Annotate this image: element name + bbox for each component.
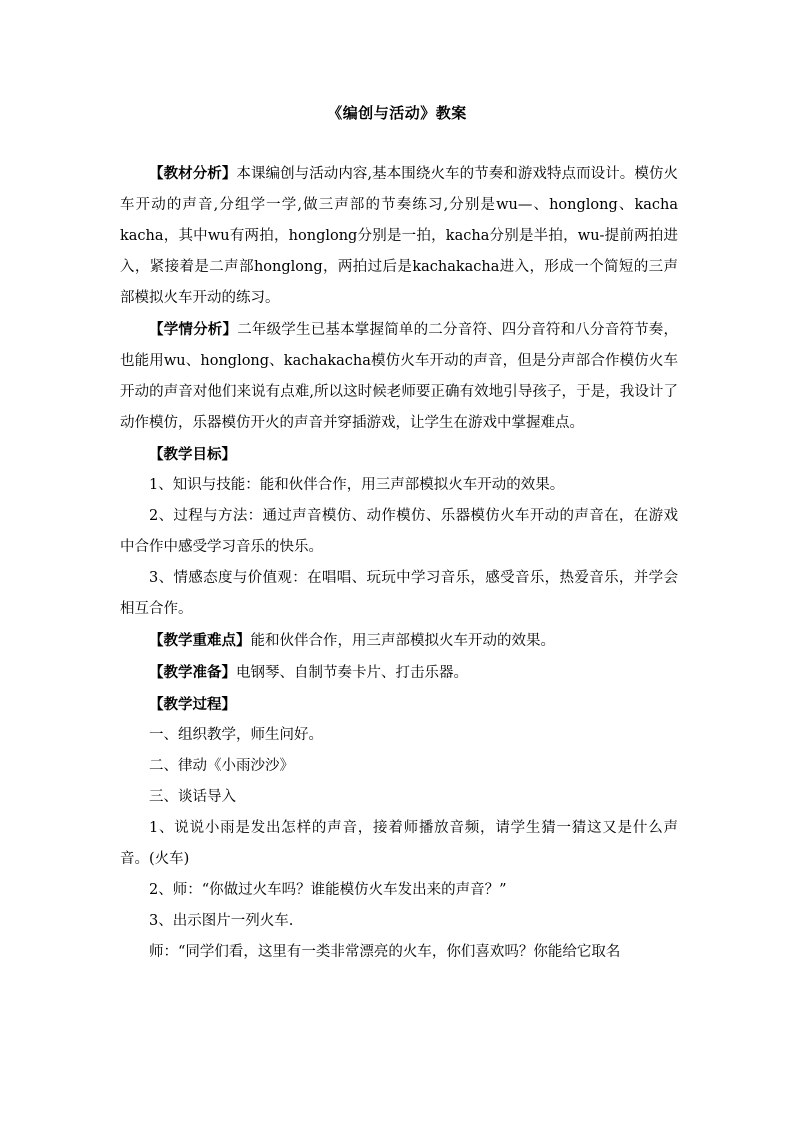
text-key-points: 能和伙伴合作，用三声部模拟火车开动的效果。: [250, 633, 555, 649]
item-teacher-speech: 师：“同学们看，这里有一类非常漂亮的火车，你们喜欢吗？你能给它取名: [149, 944, 621, 960]
heading-preparation: 【教学准备】: [149, 664, 236, 681]
heading-teaching-goals: 【教学目标】: [149, 446, 236, 463]
text-material-analysis: 本课编创与活动内容,基本围绕火车的节奏和游戏特点而设计。模仿火车开动的声音,分组学一学,做三声部的节奏练习,分别是wu—、honglong、kacha kacha，其中wu有两拍，honglong分别是一拍，kacha分别是半拍，wu-提前两拍进入，紧接着是二声部honglong，两拍过后是kachakacha进入，形成一个简短的三声部模拟火车开动的练习。: [120, 166, 679, 306]
heading-key-points: 【教学重难点】: [149, 632, 251, 649]
item-rain-sound: 1、说说小雨是发出怎样的声音，接着师播放音频，请学生猜一猜这又是什么声音。(火车): [120, 820, 678, 867]
paragraph-student-analysis: [120, 314, 678, 439]
step-rhythm: 二、律动《小雨沙沙》: [149, 758, 294, 774]
paragraph-material-analysis: [120, 158, 678, 314]
document-title: 《编创与活动》教案: [327, 104, 467, 122]
item-show-picture: 3、出示图片一列火车.: [149, 913, 294, 929]
paragraph-key-points: [120, 625, 678, 657]
goal-process: 2、过程与方法：通过声音模仿、动作模仿、乐器模仿火车开动的声音在，在游戏中合作中感受学习音乐的快乐。: [120, 508, 678, 555]
document-body: [120, 158, 678, 968]
item-teacher-question: 2、师：“你做过火车吗？谁能模仿火车发出来的声音？”: [149, 882, 507, 898]
goal-attitude: 3、情感态度与价值观：在唱唱、玩玩中学习音乐，感受音乐，热爱音乐，并学会相互合作。: [120, 570, 678, 617]
heading-teaching-process: 【教学过程】: [149, 696, 236, 713]
step-organize: 一、组织教学，师生问好。: [149, 727, 323, 743]
text-student-analysis: 二年级学生已基本掌握简单的二分音符、四分音符和八分音符节奏，也能用wu、honglong、kachakacha模仿火车开动的声音，但是分声部合作模仿火车开动的声音对他们来说有点难,所以这时候老师要正确有效地引导孩子，于是，我设计了动作模仿，乐器模仿开火的声音并穿插游戏，让学生在游戏中掌握难点。: [120, 322, 679, 431]
text-preparation: 电钢琴、自制节奏卡片、打击乐器。: [236, 665, 468, 681]
heading-material-analysis: 【教材分析】: [149, 165, 237, 182]
heading-student-analysis: 【学情分析】: [149, 321, 238, 338]
paragraph-preparation: [120, 657, 678, 689]
step-introduction: 三、谈话导入: [149, 789, 236, 805]
goal-knowledge: 1、知识与技能：能和伙伴合作，用三声部模拟火车开动的效果。: [149, 477, 565, 493]
